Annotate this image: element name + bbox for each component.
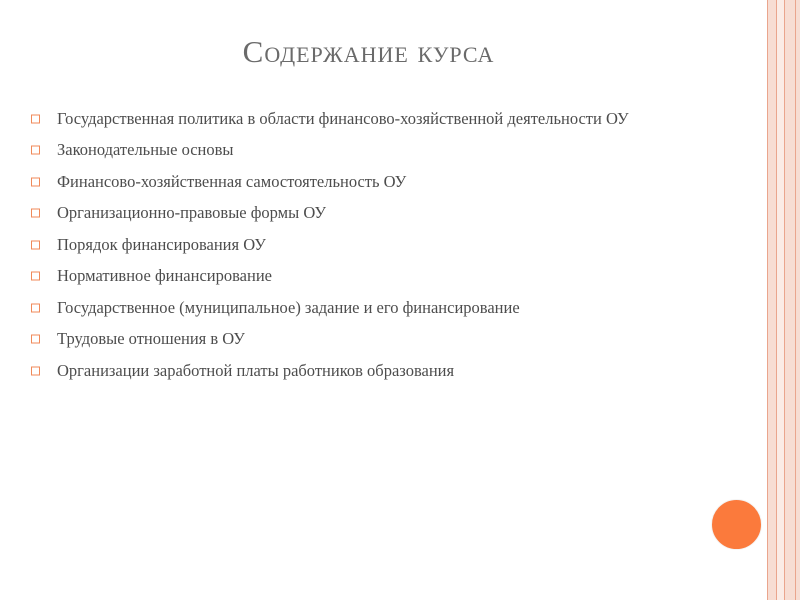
list-item <box>30 135 760 167</box>
square-bullet-icon <box>30 270 41 282</box>
band-line <box>795 0 796 600</box>
square-bullet-icon <box>30 333 41 345</box>
band-line <box>767 0 768 600</box>
list-item <box>30 229 760 261</box>
square-bullet-icon <box>30 365 41 377</box>
band-line <box>784 0 785 600</box>
list-item <box>30 355 760 387</box>
list-item <box>30 166 760 198</box>
list-item-label: Трудовые отношения в ОУ <box>57 329 245 349</box>
slide-title: Содержание курса <box>242 34 495 69</box>
square-bullet-icon <box>30 144 41 156</box>
right-decorative-band-inner <box>777 0 784 600</box>
list-item <box>30 292 760 324</box>
square-bullet-icon <box>30 239 41 251</box>
list-item-label: Порядок финансирования ОУ <box>57 234 266 254</box>
band-line <box>776 0 777 600</box>
list-item <box>30 103 760 135</box>
list-item-label: Законодательные основы <box>57 140 234 160</box>
square-bullet-icon <box>30 302 41 314</box>
list-item <box>30 261 760 293</box>
square-bullet-icon <box>30 176 41 188</box>
list-item <box>30 198 760 230</box>
list-item-label: Государственная политика в области финансово-хозяйственной деятельности ОУ <box>57 108 629 128</box>
square-bullet-icon <box>30 207 41 219</box>
orange-circle-decoration <box>711 499 762 550</box>
list-item <box>30 324 760 356</box>
list-item-label: Организационно-правовые формы ОУ <box>57 203 326 223</box>
list-item-label: Нормативное финансирование <box>57 266 272 286</box>
bullet-list <box>30 103 760 387</box>
square-bullet-icon <box>30 113 41 125</box>
list-item-label: Финансово-хозяйственная самостоятельность ОУ <box>57 171 407 191</box>
list-item-label: Организации заработной платы работников образования <box>57 360 455 380</box>
list-item-label: Государственное (муниципальное) задание и его финансирование <box>57 297 520 317</box>
